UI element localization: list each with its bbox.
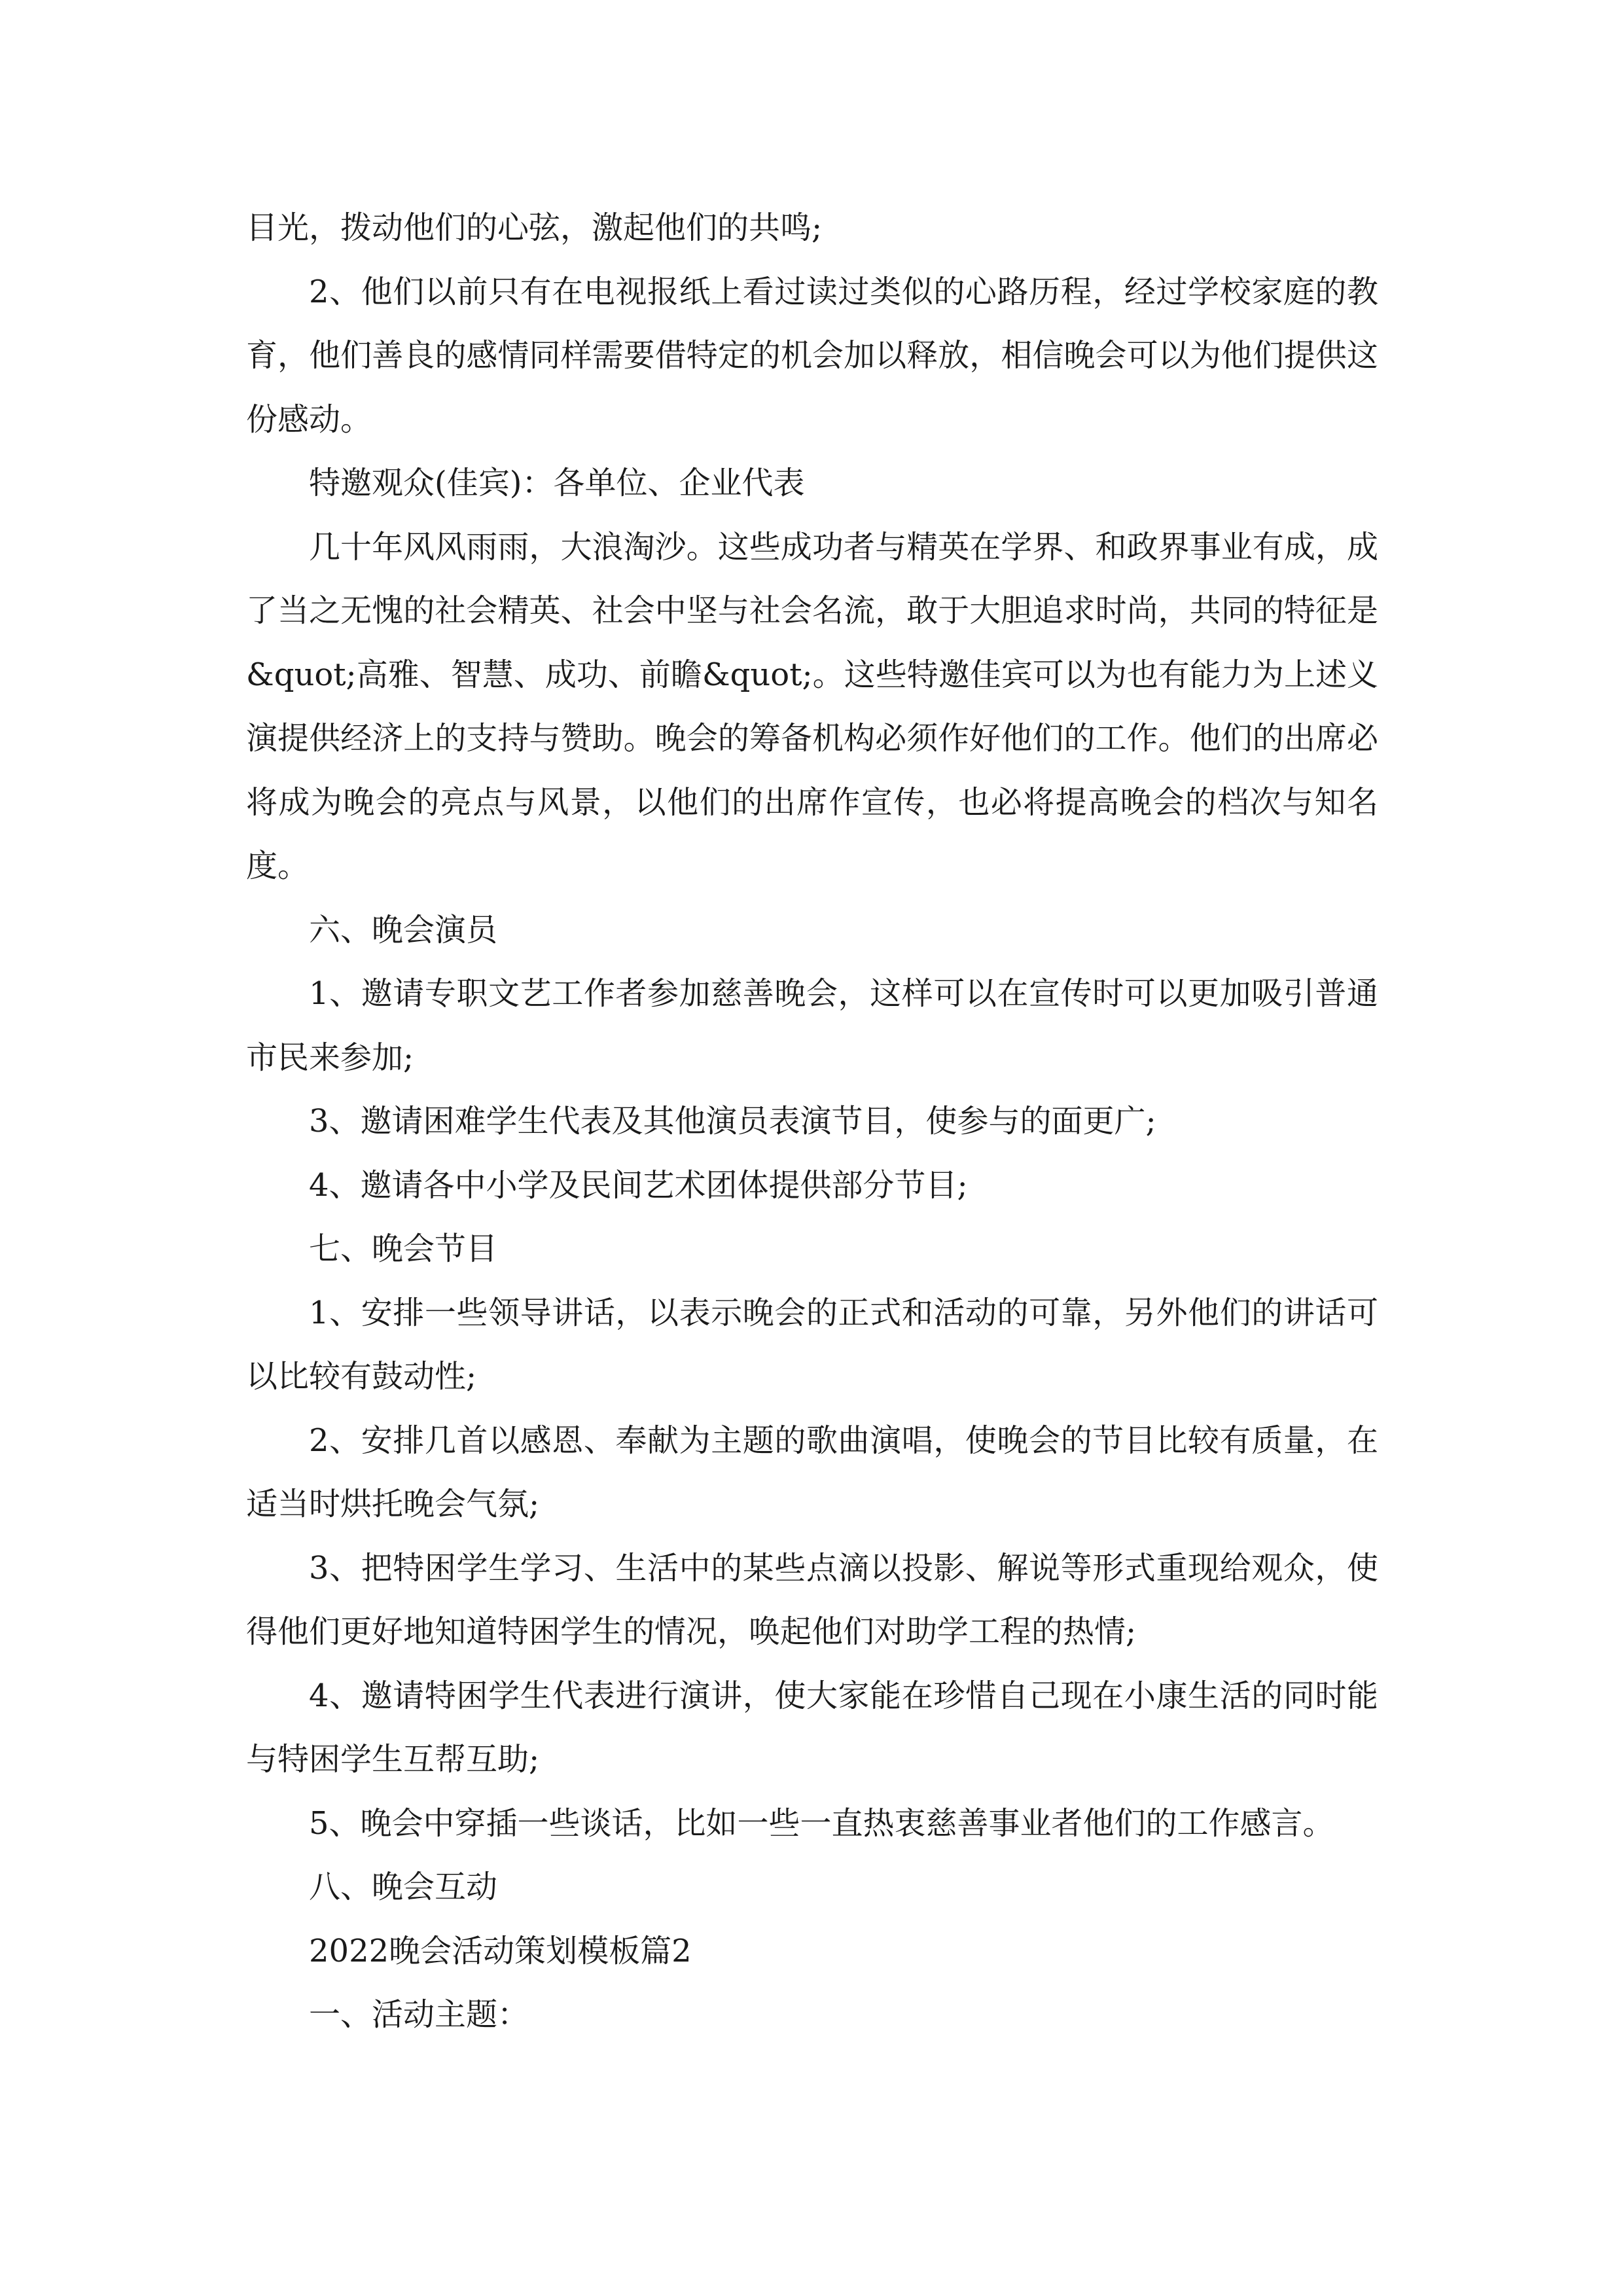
paragraph-2: 2、他们以前只有在电视报纸上看过读过类似的心路历程，经过学校家庭的教育，他们善良的感情同样需要借特定的机会加以释放，相信晚会可以为他们提供这份感动。 bbox=[246, 273, 1378, 438]
paragraph-14: 5、晚会中穿插一些谈话，比如一些一直热衷慈善事业者他们的工作感言。 bbox=[309, 1804, 1334, 1842]
paragraph-10: 1、安排一些领导讲话，以表示晚会的正式和活动的可靠，另外他们的讲话可以比较有鼓动性; bbox=[246, 1294, 1378, 1395]
paragraph-7: 3、邀请困难学生代表及其他演员表演节目，使参与的面更广; bbox=[309, 1103, 1156, 1139]
paragraph-8: 4、邀请各中小学及民间艺术团体提供部分节目; bbox=[309, 1166, 968, 1204]
paragraph-12: 3、把特困学生学习、生活中的某些点滴以投影、解说等形式重现给观众，使得他们更好地知道特困学生的情况，唤起他们对助学工程的热情; bbox=[246, 1549, 1378, 1650]
paragraph-3: 特邀观众(佳宾)：各单位、企业代表 bbox=[309, 465, 805, 501]
section-heading-theme: 一、活动主题： bbox=[309, 1996, 529, 2033]
section-heading-interaction: 八、晚会互动 bbox=[309, 1869, 498, 1905]
document-subtitle: 2022晚会活动策划模板篇2 bbox=[309, 1932, 692, 1969]
section-heading-program: 七、晚会节目 bbox=[309, 1230, 498, 1267]
paragraph-13: 4、邀请特困学生代表进行演讲，使大家能在珍惜自己现在小康生活的同时能与特困学生互帮互助; bbox=[246, 1677, 1378, 1778]
paragraph-6: 1、邀请专职文艺工作者参加慈善晚会，这样可以在宣传时可以更加吸引普通市民来参加; bbox=[246, 975, 1378, 1076]
paragraph-11: 2、安排几首以感恩、奉献为主题的歌曲演唱，使晚会的节目比较有质量，在适当时烘托晚会气氛; bbox=[246, 1422, 1378, 1522]
paragraph-1: 目光，拨动他们的心弦，激起他们的共鸣; bbox=[246, 209, 823, 246]
section-heading-performers: 六、晚会演员 bbox=[309, 911, 498, 948]
paragraph-4: 几十年风风雨雨，大浪淘沙。这些成功者与精英在学界、和政界事业有成，成了当之无愧的社会精英、社会中坚与社会名流，敢于大胆追求时尚，共同的特征是&quot;高雅、智慧、成功、前瞻&quot;。这些特邀佳宾可以为也有能力为上述义演提供经济上的支持与赞助。晚会的筹备机构必须作好他们的工作。他们的出席必将成为晚会的亮点与风景，以他们的出席作宣传，也必将提高晚会的档次与知名度。 bbox=[246, 528, 1378, 884]
document-body bbox=[246, 196, 1378, 2047]
